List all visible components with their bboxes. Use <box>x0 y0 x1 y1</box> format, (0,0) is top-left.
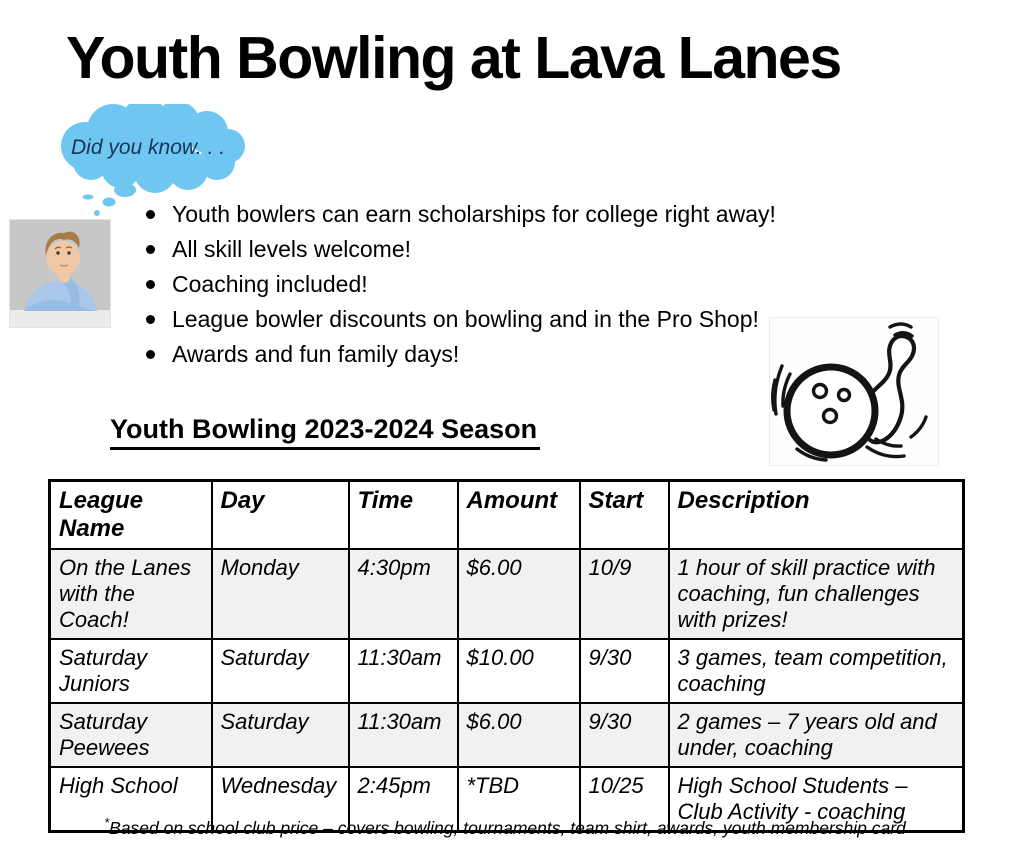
table-cell: $6.00 <box>458 703 580 767</box>
table-cell: 1 hour of skill practice with coaching, fun challenges with prizes! <box>669 549 964 639</box>
benefits-list <box>146 202 826 377</box>
table-cell: Saturday Juniors <box>50 639 212 703</box>
table-header-row <box>50 481 964 550</box>
bullet-icon <box>146 350 155 359</box>
list-item <box>146 272 826 296</box>
thinking-child-photo <box>10 220 110 327</box>
list-item <box>146 202 826 226</box>
table-cell: High School <box>50 767 212 832</box>
table-cell: Saturday <box>212 639 349 703</box>
list-item <box>146 237 826 261</box>
bullet-text: Awards and fun family days! <box>172 341 460 367</box>
season-heading: Youth Bowling 2023-2024 Season <box>110 414 540 450</box>
table-cell: 10/25 <box>580 767 669 832</box>
table-cell: 2 games – 7 years old and under, coaching <box>669 703 964 767</box>
table-cell: Wednesday <box>212 767 349 832</box>
footnote-asterisk: * <box>104 816 110 830</box>
col-header-league-name: League Name <box>50 481 212 550</box>
col-header-description: Description <box>669 481 964 550</box>
table-cell: $6.00 <box>458 549 580 639</box>
page-title: Youth Bowling at Lava Lanes <box>66 25 841 91</box>
table-cell: 4:30pm <box>349 549 458 639</box>
footnote <box>48 816 962 839</box>
table-row <box>50 549 964 639</box>
thought-bubble-text: Did you know. . . <box>71 136 226 159</box>
bullet-text: Coaching included! <box>172 271 368 297</box>
bullet-text: All skill levels welcome! <box>172 236 412 262</box>
col-header-day: Day <box>212 481 349 550</box>
table-cell: $10.00 <box>458 639 580 703</box>
col-header-amount: Amount <box>458 481 580 550</box>
table-cell: 10/9 <box>580 549 669 639</box>
table-cell: 11:30am <box>349 703 458 767</box>
bullet-text: League bowler discounts on bowling and in the Pro Shop! <box>172 306 759 332</box>
bullet-text: Youth bowlers can earn scholarships for college right away! <box>172 201 776 227</box>
table-row <box>50 639 964 703</box>
bullet-icon <box>146 210 155 219</box>
table-cell: 3 games, team competition, coaching <box>669 639 964 703</box>
table-cell: 11:30am <box>349 639 458 703</box>
table-cell: Monday <box>212 549 349 639</box>
table-cell: *TBD <box>458 767 580 832</box>
table-row <box>50 703 964 767</box>
table-cell: Saturday <box>212 703 349 767</box>
table-cell: Saturday Peewees <box>50 703 212 767</box>
bowling-ball-and-pin-icon <box>770 318 938 465</box>
bullet-icon <box>146 280 155 289</box>
col-header-start: Start <box>580 481 669 550</box>
table-cell: 9/30 <box>580 703 669 767</box>
list-item <box>146 307 826 331</box>
col-header-time: Time <box>349 481 458 550</box>
bullet-icon <box>146 315 155 324</box>
list-item <box>146 342 826 366</box>
bullet-icon <box>146 245 155 254</box>
table-cell: 9/30 <box>580 639 669 703</box>
table-cell: On the Lanes with the Coach! <box>50 549 212 639</box>
schedule-table <box>48 479 965 833</box>
table-cell: 2:45pm <box>349 767 458 832</box>
table-cell: High School Students – Club Activity - coaching <box>669 767 964 832</box>
footnote-text: Based on school club price – covers bowling, tournaments, team shirt, awards, youth membership card <box>109 817 906 838</box>
